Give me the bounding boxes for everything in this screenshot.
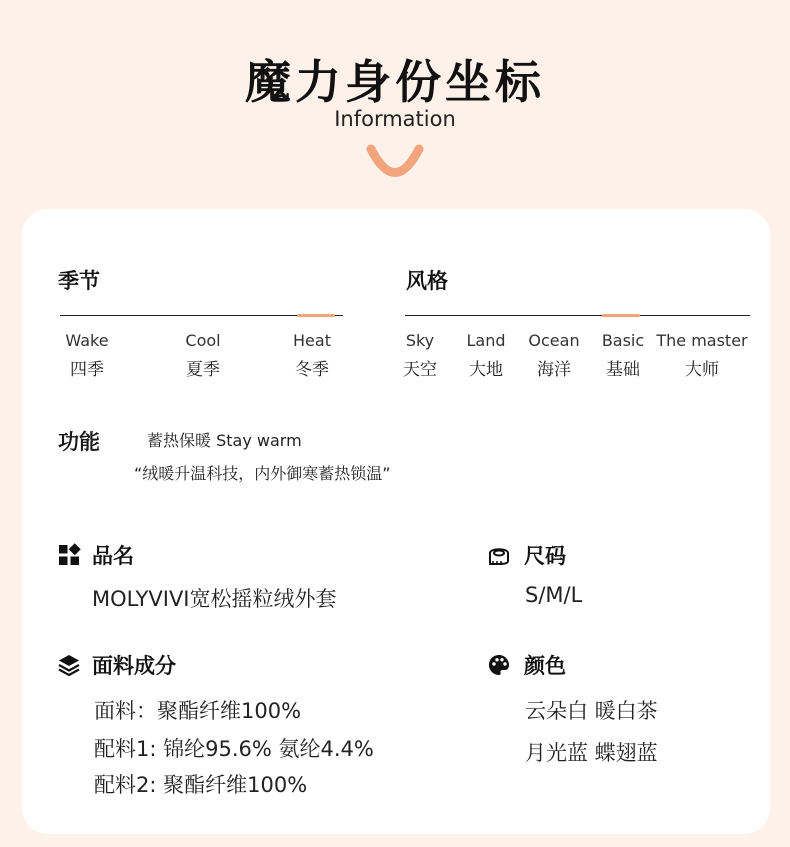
season-en: Cool	[185, 331, 221, 350]
color-line: 月光蓝 蝶翅蓝	[525, 741, 658, 765]
season-item-wake	[47, 331, 127, 380]
size-title: 尺码	[524, 544, 566, 568]
season-item-heat	[272, 331, 352, 380]
info-card	[22, 209, 770, 834]
function-quote: “绒暖升温科技，内外御寒蓄热锁温”	[134, 464, 391, 483]
style-cn: 大地	[469, 360, 503, 380]
size-value: S/M/L	[525, 583, 583, 607]
function-name: 蓄热保暖 Stay warm	[147, 431, 302, 450]
palette-icon	[487, 653, 511, 677]
season-en: Wake	[65, 331, 109, 350]
color-line: 云朵白 暖白茶	[525, 699, 658, 723]
style-en: Ocean	[528, 331, 580, 350]
style-item-land	[458, 331, 514, 380]
tape-measure-icon	[487, 543, 511, 567]
material-line: 配料1: 锦纶95.6% 氨纶4.4%	[94, 737, 374, 761]
page-subtitle: Information	[334, 107, 456, 131]
season-item-cool	[163, 331, 243, 380]
season-cn: 四季	[70, 360, 104, 380]
style-cn: 基础	[606, 360, 640, 380]
style-en: Sky	[405, 331, 435, 350]
season-cn: 夏季	[186, 360, 220, 380]
style-item-the-master	[652, 331, 752, 380]
style-item-sky	[392, 331, 448, 380]
season-cn: 冬季	[295, 360, 329, 380]
product-name-value: MOLYVIVI宽松摇粒绒外套	[92, 587, 337, 611]
season-en: Heat	[293, 331, 331, 350]
season-title: 季节	[58, 269, 100, 293]
product-name-title: 品名	[92, 544, 134, 568]
material-title: 面料成分	[92, 654, 176, 678]
material-line: 面料：聚酯纤维100%	[94, 699, 302, 723]
page-title: 魔力身份坐标	[245, 55, 545, 109]
material-line: 配料2: 聚酯纤维100%	[94, 773, 308, 797]
style-scale-line	[405, 315, 750, 316]
smile-icon	[366, 144, 424, 178]
style-cn: 天空	[403, 360, 437, 380]
style-title: 风格	[406, 269, 448, 293]
grid-icon	[57, 543, 81, 567]
layers-icon	[57, 653, 81, 677]
season-marker	[297, 314, 335, 317]
style-en: Land	[466, 331, 506, 350]
style-en: Basic	[601, 331, 645, 350]
style-cn: 大师	[685, 360, 719, 380]
style-cn: 海洋	[537, 360, 571, 380]
style-item-ocean	[521, 331, 587, 380]
style-item-basic	[592, 331, 654, 380]
function-label: 功能	[58, 430, 100, 454]
color-title: 颜色	[524, 654, 566, 678]
style-en: The master	[656, 331, 748, 350]
style-marker	[602, 314, 640, 317]
